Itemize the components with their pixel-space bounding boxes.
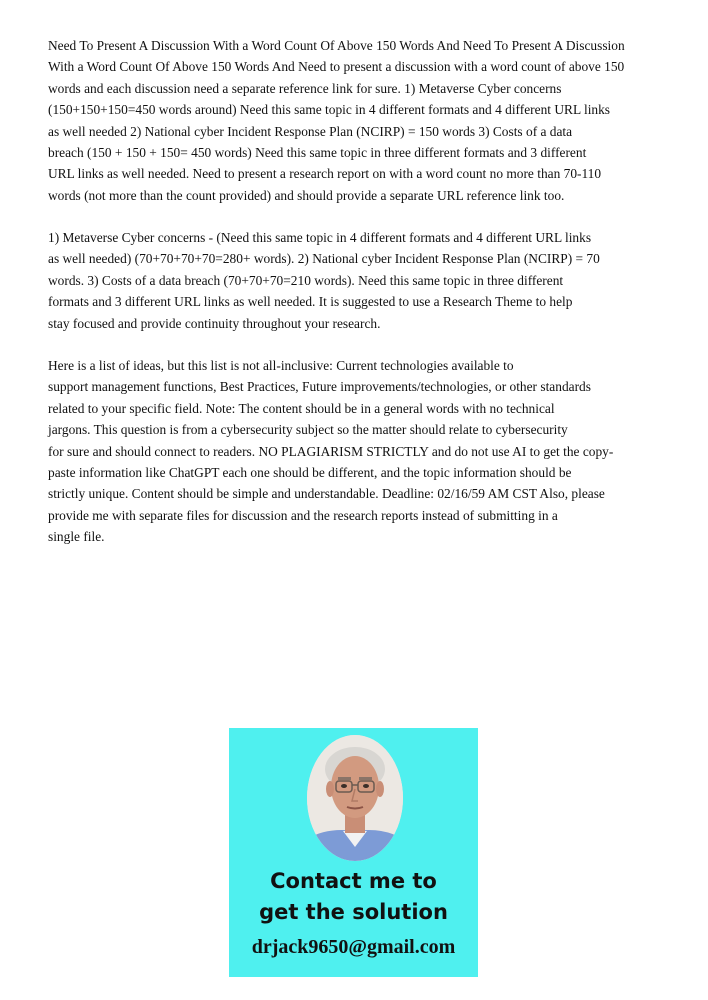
- paragraph-1: [48, 35, 688, 206]
- paragraph-line: words. 3) Costs of a data breach (70+70+70=210 words). Need this same topic in three different: [48, 272, 564, 288]
- paragraph-line: Need To Present A Discussion With a Word Count Of Above 150 Words And Need To Present A Discussion: [48, 38, 625, 53]
- paragraph-line: stay focused and provide continuity throughout your research.: [48, 315, 381, 331]
- paragraph-line: words and each discussion need a separate reference link for sure. 1) Metaverse Cyber concerns: [48, 80, 562, 96]
- paragraph-line: 1) Metaverse Cyber concerns - (Need this same topic in 4 different formats and 4 different URL links: [48, 230, 592, 245]
- paragraph-line: as well needed 2) National cyber Incident Response Plan (NCIRP) = 150 words 3) Costs of a data: [48, 123, 573, 139]
- paragraph-line: jargons. This question is from a cybersecurity subject so the matter should relate to cybersecurity: [48, 422, 568, 438]
- paragraph-line: strictly unique. Content should be simple and understandable. Deadline: 02/16/59 AM CST Also, please: [48, 486, 605, 502]
- promo-headline-line-1: Contact me to: [270, 869, 437, 893]
- paragraph-line: for sure and should connect to readers. NO PLAGIARISM STRICTLY and do not use AI to get the copy-: [48, 443, 614, 459]
- person-portrait-icon: [307, 735, 403, 861]
- paragraph-line: paste information like ChatGPT each one should be different, and the topic information should be: [48, 465, 572, 481]
- paragraph-line: single file.: [48, 529, 105, 545]
- paragraph-line: provide me with separate files for discussion and the research reports instead of submitting in a: [48, 507, 558, 523]
- paragraph-line: breach (150 + 150 + 150= 450 words) Need this same topic in three different formats and 3 different: [48, 145, 587, 161]
- contact-email: drjack9650@gmail.com: [251, 936, 456, 958]
- contact-promo-banner: [229, 728, 478, 977]
- paragraph-line: formats and 3 different URL links as well needed. It is suggested to use a Research Theme to help: [48, 294, 573, 310]
- paragraph-3: [48, 355, 688, 548]
- paragraph-line: With a Word Count Of Above 150 Words And Need to present a discussion with a word count of above 150: [48, 59, 625, 75]
- paragraph-line: words (not more than the count provided) and should provide a separate URL reference link too.: [48, 187, 565, 203]
- paragraph-line: support management functions, Best Practices, Future improvements/technologies, or other standards: [48, 379, 591, 395]
- paragraph-2: [48, 227, 688, 334]
- promo-headline-line-2: get the solution: [259, 900, 448, 924]
- paragraph-line: Here is a list of ideas, but this list is not all-inclusive: Current technologies available to: [48, 358, 514, 373]
- paragraph-line: as well needed) (70+70+70+70=280+ words). 2) National cyber Incident Response Plan (NCIRP) = 70: [48, 251, 600, 267]
- paragraph-line: URL links as well needed. Need to present a research report on with a word count no more than 70-110: [48, 166, 602, 182]
- paragraph-line: related to your specific field. Note: The content should be in a general words with no technical: [48, 400, 555, 416]
- paragraph-line: (150+150+150=450 words around) Need this same topic in 4 different formats and 4 different URL links: [48, 102, 611, 118]
